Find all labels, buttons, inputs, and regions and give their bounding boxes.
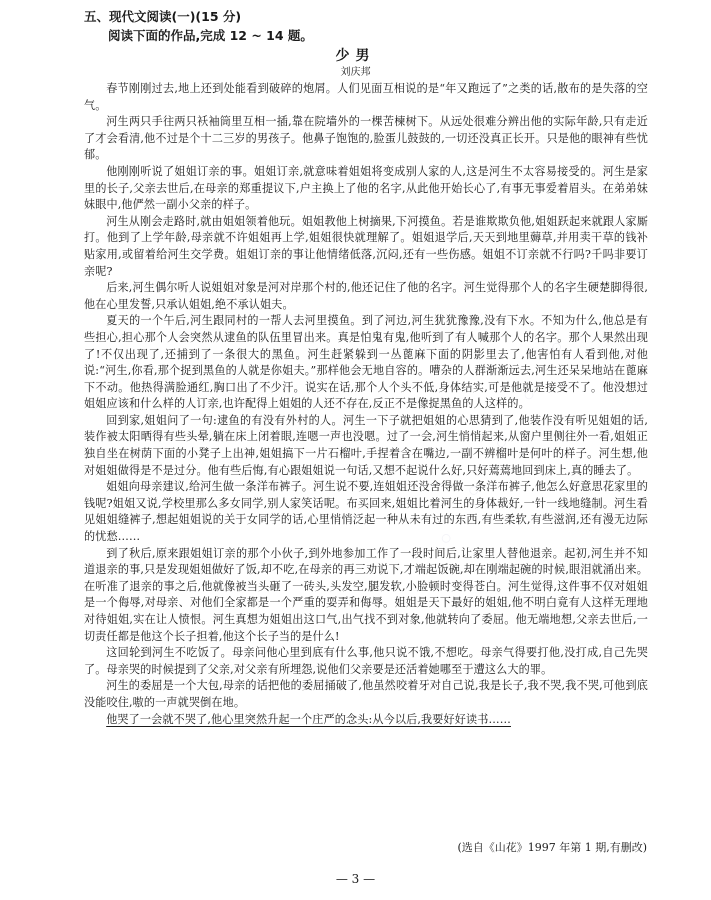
- paragraph: 河生从刚会走路时,就由姐姐领着他玩。姐姐教他上树摘果,下河摸鱼。若是谁欺欺负他,姐姐跃起来就跟人家厮打。他到了上学年龄,母亲就不许姐姐再上学,姐姐很快就理解了。姐姐退学后,天天到地里薅草,并用卖干草的钱补贴家用,或留着给河生交学费。姐姐订亲的事让他情绪低落,沉闷,还有一些伤感。姐姐不订亲就不行吗?千吗非要订亲呢?: [84, 214, 648, 278]
- source-citation: (选自《山花》1997 年第 1 期,有删改): [457, 841, 647, 854]
- article-title: 少男: [335, 48, 376, 64]
- section-heading: 五、现代文阅读(一)(15 分): [84, 9, 242, 24]
- paragraph: 河生两只手往两只袄袖筒里互相一插,靠在院墙外的一棵苦楝树下。从远处很难分辨出他的实际年龄,只有走近了才会看清,他不过是个十二三岁的男孩子。他鼻子饱饱的,脸蛋儿鼓鼓的,一切还没真正长开。只是他的眼神有些忧郁。: [84, 115, 648, 162]
- watermark: ◦ ◦ ◦ ◦ ◦: [428, 319, 585, 556]
- paragraph: 姐姐向母亲建议,给河生做一条洋布裤子。河生说不要,连姐姐还没舍得做一条洋布裤子,他怎么好意思花家里的钱呢?姐姐又说,学校里那么多女同学,别人家笑话呢。布买回来,姐姐比着河生的身体裁好,一针一线地缝制。河生看见姐姐缝裤子,想起姐姐说的关于女同学的话,心里悄悄泛起一种从未有过的东西,有些柔软,有些滋润,还有漫无边际的忧愁……: [84, 480, 648, 544]
- article-body: [84, 81, 648, 728]
- paragraph: 后来,河生偶尔听人说姐姐对象是河对岸那个村的,他还记住了他的名字。河生觉得那个人的名字生硬楚脚得很,他在心里发誓,只承认姐姐,绝不承认姐夫。: [84, 281, 648, 311]
- page-number: — 3 —: [335, 872, 376, 886]
- paragraph: 他刚刚听说了姐姐订亲的事。姐姐订亲,就意味着姐姐将变成别人家的人,这是河生不太容易接受的。河生是家里的长子,父亲去世后,在母亲的郑重提议下,户主换上了他的名字,从此他开始长心了,有事无事爱着眉头。在弟弟妹妹眼中,他俨然一副小父亲的样子。: [84, 164, 648, 212]
- paragraph: 河生的委屈是一个大包,母亲的话把他的委屈捅破了,他虽然咬着牙对自己说,我是长子,我不哭,我不哭,可他到底没能咬住,嗷的一声就哭倒在地。: [84, 679, 648, 709]
- paragraph: 这回轮到河生不吃饭了。母亲问他心里到底有什么事,他只说不饿,不想吃。母亲气得要打他,没打成,自己先哭了。母亲哭的时候提到了父亲,对父亲有所埋怨,说他们父亲要是还活着她哪至于遭这么大的罪。: [84, 646, 648, 676]
- article-author: 刘庆邦: [340, 67, 371, 78]
- paragraph: 夏天的一个午后,河生跟同村的一帮人去河里摸鱼。到了河边,河生犹犹豫豫,没有下水。不知为什么,他总是有些担心,担心那个人会突然从逮鱼的队伍里冒出来。真是怕鬼有鬼,他听到了有人喊那个人的名字。那个人果然出现了!不仅出现了,还捕到了一条很大的黑鱼。河生赶紧躲到一丛蓖麻下面的阴影里去了,他害怕有人看到他,对他说:“河生,你看,那个捉到黑鱼的人就是你姐夫。”那样他会无地自容的。嘈杂的人群渐渐远去,河生还呆呆地站在蓖麻下不动。他热得满脸通红,胸口出了不少汗。说实在话,那个人个头不低,身体结实,可是他就是接受不了。他没想过姐姐应该和什么样的人订亲,也许配得上姐姐的人还不存在,反正不是像捉黑鱼的人这样的。: [84, 314, 648, 411]
- paragraph: 春节刚刚过去,地上还到处能看到破碎的炮屑。人们见面互相说的是“年又跑远了”之类的话,散布的是失落的空气。: [84, 82, 648, 112]
- paragraph: 到了秋后,原来跟姐姐订亲的那个小伙子,到外地参加工作了一段时间后,让家里人替他退亲。起初,河生并不知道退亲的事,只是发现姐姐做好了饭,却不吃,在母亲的再三劝说下,才端起饭碗,却在刚端起碗的时候,眼泪就涌出来。在听准了退亲的事之后,他就像被当头砸了一砖头,头发空,腿发软,小脸顿时变得苍白。河生觉得,这件事不仅对姐姐是一个侮辱,对母亲、对他们全家都是一个严重的耍弄和侮辱。姐姐是天下最好的姐姐,他不明白竟有人这样无理地对待姐姐,实在让人愤恨。河生真想为姐姐出这口气,出气找不到对象,他就转向了委屈。他无端地想,父亲去世后,一切责任都是他这个长子担着,他这个长子当的是什么!: [84, 546, 648, 643]
- reading-instruction: 阅读下面的作品,完成 12 ~ 14 题。: [108, 28, 313, 43]
- underlined-final-paragraph: 他哭了一会就不哭了,他心里突然升起一个庄严的念头:从今以后,我要好好读书……: [106, 712, 511, 726]
- paragraph: 回到家,姐姐问了一句:逮鱼的有没有外村的人。河生一下子就把姐姐的心思猜到了,他装作没有听见姐姐的话,装作被太阳晒得有些头晕,躺在床上闭着眼,连嗯一声也没嗯。过了一会,河生悄悄起来,从窗户里侧往外一看,姐姐正独自坐在树荫下面的小凳子上出神,姐姐搞下一片石榴叶,手捏着含在嘴边,一副不辨榴叶是何叶的样子。河生想,他对姐姐做得是不是过分。他有些后悔,有心跟姐姐说一句话,又想不起说什么好,只好蔫蔫地回到床上,真的睡去了。: [84, 413, 648, 477]
